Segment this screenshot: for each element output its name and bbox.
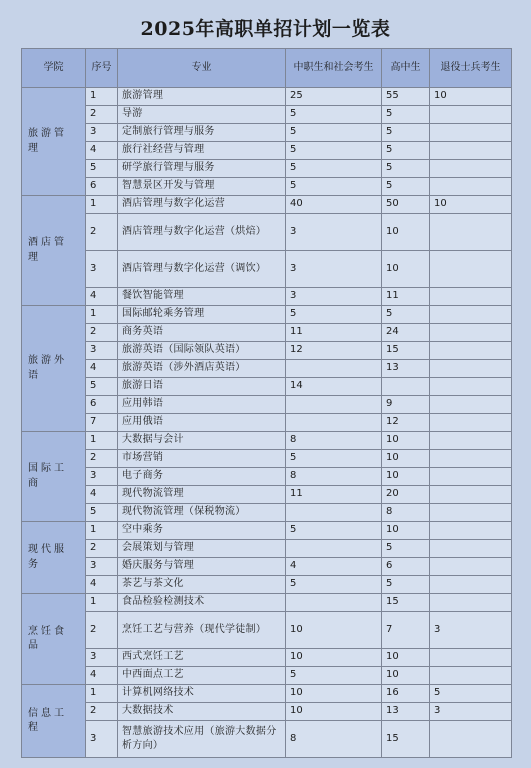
veteran-count [430,504,512,522]
table-row [22,414,512,432]
college-name: 酒店管理 [22,196,86,306]
header-highschool: 高中生 [382,49,430,88]
highschool-count: 15 [382,594,430,612]
table-row [22,124,512,142]
major-name: 应用俄语 [118,414,286,432]
row-index: 4 [86,576,118,594]
highschool-count: 6 [382,558,430,576]
vocational-count: 5 [286,522,382,540]
college-name: 现代服务 [22,522,86,594]
table-row [22,306,512,324]
table-row [22,522,512,540]
veteran-count [430,649,512,667]
highschool-count: 5 [382,178,430,196]
header-college: 学院 [22,49,86,88]
row-index: 3 [86,468,118,486]
veteran-count [430,721,512,758]
vocational-count: 5 [286,450,382,468]
header-veteran: 退役士兵考生 [430,49,512,88]
row-index: 5 [86,504,118,522]
major-name: 婚庆服务与管理 [118,558,286,576]
major-name: 现代物流管理 [118,486,286,504]
highschool-count: 15 [382,342,430,360]
vocational-count: 5 [286,106,382,124]
vocational-count: 5 [286,142,382,160]
major-name: 酒店管理与数字化运营（调饮） [118,251,286,288]
veteran-count [430,160,512,178]
college-name: 国际工商 [22,432,86,522]
row-index: 7 [86,414,118,432]
highschool-count: 5 [382,576,430,594]
vocational-count: 10 [286,685,382,703]
major-name: 现代物流管理（保税物流） [118,504,286,522]
highschool-count: 9 [382,396,430,414]
table-row [22,360,512,378]
major-name: 电子商务 [118,468,286,486]
veteran-count: 3 [430,612,512,649]
veteran-count [430,450,512,468]
veteran-count [430,178,512,196]
veteran-count [430,324,512,342]
vocational-count [286,360,382,378]
table-row [22,196,512,214]
highschool-count: 7 [382,612,430,649]
row-index: 1 [86,196,118,214]
row-index: 1 [86,522,118,540]
row-index: 3 [86,124,118,142]
row-index: 1 [86,432,118,450]
table-row [22,576,512,594]
table-row [22,450,512,468]
highschool-count: 16 [382,685,430,703]
row-index: 4 [86,288,118,306]
major-name: 烹饪工艺与营养（现代学徒制） [118,612,286,649]
vocational-count [286,594,382,612]
row-index: 3 [86,558,118,576]
row-index: 3 [86,649,118,667]
veteran-count [430,378,512,396]
vocational-count: 4 [286,558,382,576]
vocational-count [286,396,382,414]
veteran-count [430,540,512,558]
vocational-count: 8 [286,432,382,450]
row-index: 6 [86,178,118,196]
page-title: 2025年高职单招计划一览表 [140,18,391,40]
table-row [22,251,512,288]
major-name: 旅游日语 [118,378,286,396]
highschool-count: 10 [382,251,430,288]
college-name: 旅游外语 [22,306,86,432]
highschool-count: 10 [382,432,430,450]
veteran-count [430,214,512,251]
row-index: 1 [86,88,118,106]
highschool-count: 10 [382,649,430,667]
table-row [22,432,512,450]
major-name: 会展策划与管理 [118,540,286,558]
highschool-count: 24 [382,324,430,342]
vocational-count: 10 [286,612,382,649]
row-index: 1 [86,306,118,324]
vocational-count [286,504,382,522]
row-index: 1 [86,685,118,703]
row-index: 5 [86,378,118,396]
highschool-count: 10 [382,522,430,540]
highschool-count: 8 [382,504,430,522]
highschool-count: 5 [382,124,430,142]
major-name: 市场营销 [118,450,286,468]
veteran-count: 10 [430,88,512,106]
table-row [22,160,512,178]
vocational-count: 5 [286,124,382,142]
row-index: 2 [86,612,118,649]
row-index: 2 [86,703,118,721]
veteran-count [430,522,512,540]
highschool-count: 20 [382,486,430,504]
table-body [22,88,512,758]
table-row [22,594,512,612]
highschool-count: 5 [382,306,430,324]
highschool-count: 15 [382,721,430,758]
major-name: 定制旅行管理与服务 [118,124,286,142]
major-name: 中西面点工艺 [118,667,286,685]
veteran-count [430,432,512,450]
highschool-count: 10 [382,667,430,685]
row-index: 1 [86,594,118,612]
major-name: 茶艺与茶文化 [118,576,286,594]
veteran-count [430,251,512,288]
veteran-count [430,360,512,378]
vocational-count [286,540,382,558]
veteran-count [430,124,512,142]
major-name: 国际邮轮乘务管理 [118,306,286,324]
highschool-count: 5 [382,106,430,124]
veteran-count [430,576,512,594]
major-name: 空中乘务 [118,522,286,540]
major-name: 计算机网络技术 [118,685,286,703]
table-row [22,721,512,758]
highschool-count: 12 [382,414,430,432]
table-row [22,378,512,396]
college-name: 信息工程 [22,685,86,758]
veteran-count [430,288,512,306]
vocational-count: 25 [286,88,382,106]
vocational-count: 5 [286,576,382,594]
vocational-count: 10 [286,703,382,721]
highschool-count: 50 [382,196,430,214]
vocational-count: 8 [286,468,382,486]
highschool-count: 13 [382,703,430,721]
row-index: 5 [86,160,118,178]
veteran-count [430,468,512,486]
major-name: 旅游英语（涉外酒店英语） [118,360,286,378]
row-index: 3 [86,251,118,288]
vocational-count: 11 [286,486,382,504]
major-name: 导游 [118,106,286,124]
veteran-count [430,486,512,504]
table-row [22,106,512,124]
veteran-count: 3 [430,703,512,721]
row-index: 4 [86,486,118,504]
veteran-count [430,106,512,124]
vocational-count: 10 [286,649,382,667]
major-name: 大数据技术 [118,703,286,721]
vocational-count: 5 [286,160,382,178]
highschool-count: 10 [382,214,430,251]
vocational-count: 11 [286,324,382,342]
vocational-count: 5 [286,667,382,685]
college-name: 旅游管理 [22,88,86,196]
highschool-count: 11 [382,288,430,306]
major-name: 研学旅行管理与服务 [118,160,286,178]
major-name: 商务英语 [118,324,286,342]
row-index: 4 [86,360,118,378]
veteran-count [430,142,512,160]
highschool-count: 5 [382,160,430,178]
table-row [22,178,512,196]
vocational-count: 3 [286,288,382,306]
enrollment-table [21,48,512,758]
vocational-count: 3 [286,214,382,251]
veteran-count: 5 [430,685,512,703]
table-row [22,612,512,649]
table-row [22,468,512,486]
vocational-count: 14 [286,378,382,396]
table-row [22,142,512,160]
table-row [22,649,512,667]
major-name: 应用韩语 [118,396,286,414]
table-row [22,342,512,360]
header-vocational: 中职生和社会考生 [286,49,382,88]
row-index: 4 [86,667,118,685]
veteran-count [430,306,512,324]
row-index: 2 [86,450,118,468]
row-index: 2 [86,324,118,342]
major-name: 旅游英语（国际领队英语） [118,342,286,360]
table-row [22,667,512,685]
major-name: 食品检验检测技术 [118,594,286,612]
major-name: 旅行社经营与管理 [118,142,286,160]
major-name: 大数据与会计 [118,432,286,450]
row-index: 4 [86,142,118,160]
vocational-count: 5 [286,178,382,196]
row-index: 2 [86,540,118,558]
row-index: 3 [86,342,118,360]
row-index: 2 [86,214,118,251]
major-name: 旅游管理 [118,88,286,106]
veteran-count [430,342,512,360]
table-row [22,396,512,414]
header-index: 序号 [86,49,118,88]
major-name: 西式烹饪工艺 [118,649,286,667]
major-name: 餐饮智能管理 [118,288,286,306]
table-row [22,486,512,504]
table-row [22,214,512,251]
table-row [22,504,512,522]
veteran-count [430,594,512,612]
vocational-count: 5 [286,306,382,324]
table-row [22,288,512,306]
vocational-count: 12 [286,342,382,360]
header-major: 专业 [118,49,286,88]
row-index: 3 [86,721,118,758]
vocational-count [286,414,382,432]
college-name: 烹饪食品 [22,594,86,685]
header-row [22,49,512,88]
major-name: 酒店管理与数字化运营（烘焙） [118,214,286,251]
table-row [22,540,512,558]
vocational-count: 40 [286,196,382,214]
table-row [22,558,512,576]
highschool-count: 5 [382,540,430,558]
highschool-count: 10 [382,450,430,468]
row-index: 6 [86,396,118,414]
vocational-count: 3 [286,251,382,288]
veteran-count [430,558,512,576]
veteran-count [430,667,512,685]
highschool-count: 10 [382,468,430,486]
veteran-count [430,414,512,432]
table-row [22,703,512,721]
vocational-count: 8 [286,721,382,758]
major-name: 智慧旅游技术应用（旅游大数据分析方向） [118,721,286,758]
major-name: 酒店管理与数字化运营 [118,196,286,214]
veteran-count: 10 [430,196,512,214]
veteran-count [430,396,512,414]
major-name: 智慧景区开发与管理 [118,178,286,196]
row-index: 2 [86,106,118,124]
table-row [22,324,512,342]
highschool-count: 13 [382,360,430,378]
highschool-count [382,378,430,396]
table-row [22,88,512,106]
highschool-count: 55 [382,88,430,106]
highschool-count: 5 [382,142,430,160]
table-row [22,685,512,703]
